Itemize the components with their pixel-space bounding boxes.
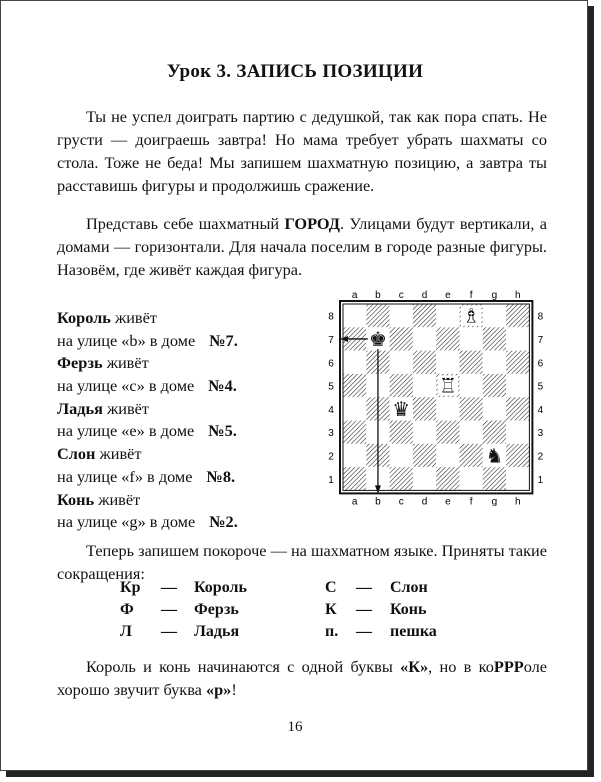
chess-board-diagram xyxy=(321,288,553,506)
board-square xyxy=(343,304,366,327)
board-square xyxy=(390,421,413,444)
board-square xyxy=(506,304,529,327)
abbr-dash: — xyxy=(356,601,372,618)
file-label: f xyxy=(469,290,473,301)
closing-bold: «К» xyxy=(400,657,429,676)
board-square xyxy=(413,351,436,374)
board-square xyxy=(366,304,389,327)
intro-paragraph: Ты не успел доиграть партию с дедушкой, так как пора спать. Не грусти — доиграешь завтра! Но мама требует убрать шахматы со стола. Тоже не беда! Мы запишем шахматную позицию, а завтра ты расставишь фигуры и продолжишь сражение. xyxy=(57,107,547,195)
board-square xyxy=(413,397,436,420)
board-square xyxy=(413,467,436,490)
rank-label: 2 xyxy=(328,451,334,463)
rank-label: 6 xyxy=(537,358,544,370)
file-label: g xyxy=(491,290,498,301)
file-label: e xyxy=(445,496,451,506)
piece-house: №2. xyxy=(209,512,238,532)
chess-piece-icon: ♗ xyxy=(462,305,481,328)
board-square xyxy=(460,397,483,420)
file-label: d xyxy=(421,496,428,506)
closing-bold: «р» xyxy=(205,680,232,699)
board-square xyxy=(413,444,436,467)
abbr-dash: — xyxy=(161,623,177,640)
abbr-full: Слон xyxy=(390,579,428,596)
board-square xyxy=(483,421,506,444)
abbr-full: Ферзь xyxy=(194,601,239,618)
board-square xyxy=(506,397,529,420)
board-square xyxy=(413,304,436,327)
rank-label: 8 xyxy=(537,311,544,323)
board-square xyxy=(390,444,413,467)
board-square xyxy=(460,327,483,350)
closing-paragraph xyxy=(57,655,547,701)
board-square xyxy=(436,444,459,467)
board-square xyxy=(436,421,459,444)
abbr-code: Кр xyxy=(120,579,141,596)
piece-locations xyxy=(57,307,238,534)
piece-lives: живёт xyxy=(95,444,142,464)
chess-piece-icon: ♚ xyxy=(368,328,387,351)
board-square xyxy=(436,351,459,374)
board-square xyxy=(460,374,483,397)
rank-label: 6 xyxy=(328,358,334,370)
abbr-code: К xyxy=(325,601,337,618)
file-label: f xyxy=(469,496,473,506)
piece-street: на улице «b» в доме xyxy=(57,330,196,350)
board-square xyxy=(343,374,366,397)
piece-lives: живёт xyxy=(102,353,149,373)
rank-label: 1 xyxy=(537,474,544,486)
board-square xyxy=(390,351,413,374)
rank-label: 7 xyxy=(537,334,544,346)
board-square xyxy=(483,351,506,374)
rank-label: 2 xyxy=(537,451,544,463)
board-square xyxy=(343,397,366,420)
board-square xyxy=(460,351,483,374)
piece-name: Ферзь xyxy=(57,353,103,373)
abbr-code: Л xyxy=(120,623,132,640)
board-square xyxy=(436,327,459,350)
board-square xyxy=(390,304,413,327)
piece-house: №8. xyxy=(206,466,236,486)
piece-lives: живёт xyxy=(110,308,157,327)
page-number: 16 xyxy=(287,719,303,735)
file-label: h xyxy=(514,496,521,506)
abbr-full: пешка xyxy=(390,623,437,640)
closing-text: оле хорошо звучит буква xyxy=(57,657,547,699)
board-square xyxy=(506,351,529,374)
file-label: c xyxy=(398,290,404,301)
piece-street: на улице «f» в доме xyxy=(57,466,193,486)
file-label: d xyxy=(421,290,428,301)
piece-street: на улице «e» в доме xyxy=(57,421,195,441)
rank-label: 4 xyxy=(328,404,334,416)
board-square xyxy=(343,467,366,490)
board-square xyxy=(483,374,506,397)
rank-label: 1 xyxy=(328,474,334,486)
board-square xyxy=(483,397,506,420)
file-label: g xyxy=(491,496,498,506)
abbr-code: Ф xyxy=(120,601,134,618)
board-square xyxy=(343,421,366,444)
board-square xyxy=(506,327,529,350)
board-square xyxy=(483,467,506,490)
city-word: ГОРОД xyxy=(284,214,340,233)
piece-street: на улице «g» в доме xyxy=(57,512,196,532)
board-square xyxy=(506,374,529,397)
board-square xyxy=(506,421,529,444)
piece-house: №5. xyxy=(208,421,237,441)
piece-street: на улице «c» в доме xyxy=(57,376,195,396)
rank-label: 7 xyxy=(328,334,334,346)
city-text-before: Представь себе шахматный xyxy=(86,214,285,233)
file-label: b xyxy=(375,290,381,301)
board-square xyxy=(343,444,366,467)
file-label: a xyxy=(351,496,358,506)
file-label: b xyxy=(375,496,381,506)
board-square xyxy=(506,467,529,490)
rank-label: 3 xyxy=(537,428,544,440)
board-square xyxy=(436,304,459,327)
abbr-dash: — xyxy=(356,579,372,596)
board-square xyxy=(436,467,459,490)
board-square xyxy=(460,467,483,490)
abbr-full: Конь xyxy=(390,601,427,618)
board-square xyxy=(390,327,413,350)
abbr-code: С xyxy=(325,579,337,596)
chess-piece-icon: ♖ xyxy=(438,375,457,398)
piece-house: №7. xyxy=(209,330,238,350)
piece-lives: живёт xyxy=(94,489,141,509)
board-square xyxy=(390,467,413,490)
abbr-dash: — xyxy=(161,601,177,618)
board-square xyxy=(460,421,483,444)
abbr-code: п. xyxy=(325,623,339,640)
page-shadow-right xyxy=(588,6,594,777)
file-label: e xyxy=(445,290,451,301)
board-square xyxy=(343,351,366,374)
board-square xyxy=(460,444,483,467)
board-square xyxy=(483,304,506,327)
closing-text: ! xyxy=(231,680,237,699)
board-square xyxy=(506,444,529,467)
city-text-after: . Улицами будут вертикали, а домами — горизонтали. Для начала поселим в городе разные фигуры. Назовём, где живёт каждая фигура. xyxy=(57,214,547,279)
rank-label: 5 xyxy=(537,381,544,393)
chess-piece-icon: ♛ xyxy=(392,398,411,421)
piece-name: Король xyxy=(57,308,111,327)
closing-bold: РРР xyxy=(493,657,524,676)
closing-text: , но в ко xyxy=(428,657,494,676)
lesson-title: Урок 3. ЗАПИСЬ ПОЗИЦИИ xyxy=(166,61,424,82)
board-square xyxy=(413,374,436,397)
city-paragraph xyxy=(57,212,547,281)
board-square xyxy=(390,374,413,397)
file-label: a xyxy=(351,290,358,301)
board-square xyxy=(413,327,436,350)
abbreviation-intro: Теперь запишем покороче — на шахматном языке. Приняты такие сокращения: xyxy=(57,541,547,583)
abbr-dash: — xyxy=(356,623,372,640)
rank-label: 8 xyxy=(328,311,334,323)
board-square xyxy=(413,421,436,444)
rank-label: 4 xyxy=(537,404,544,416)
abbr-dash: — xyxy=(161,579,177,596)
piece-name: Ладья xyxy=(57,398,103,418)
board-square xyxy=(436,397,459,420)
closing-text: Король и конь начинаются с одной буквы xyxy=(86,657,401,676)
piece-name: Конь xyxy=(57,489,95,509)
abbr-full: Ладья xyxy=(194,623,240,640)
piece-lives: живёт xyxy=(102,398,149,418)
piece-name: Слон xyxy=(57,444,96,464)
rank-label: 3 xyxy=(328,428,334,440)
file-label: c xyxy=(398,496,404,506)
abbr-full: Король xyxy=(194,579,247,596)
file-label: h xyxy=(514,290,521,301)
piece-house: №4. xyxy=(208,376,237,396)
page-shadow-bottom xyxy=(6,771,594,777)
chess-piece-icon: ♞ xyxy=(485,445,504,468)
rank-label: 5 xyxy=(328,381,334,393)
board-square xyxy=(483,327,506,350)
